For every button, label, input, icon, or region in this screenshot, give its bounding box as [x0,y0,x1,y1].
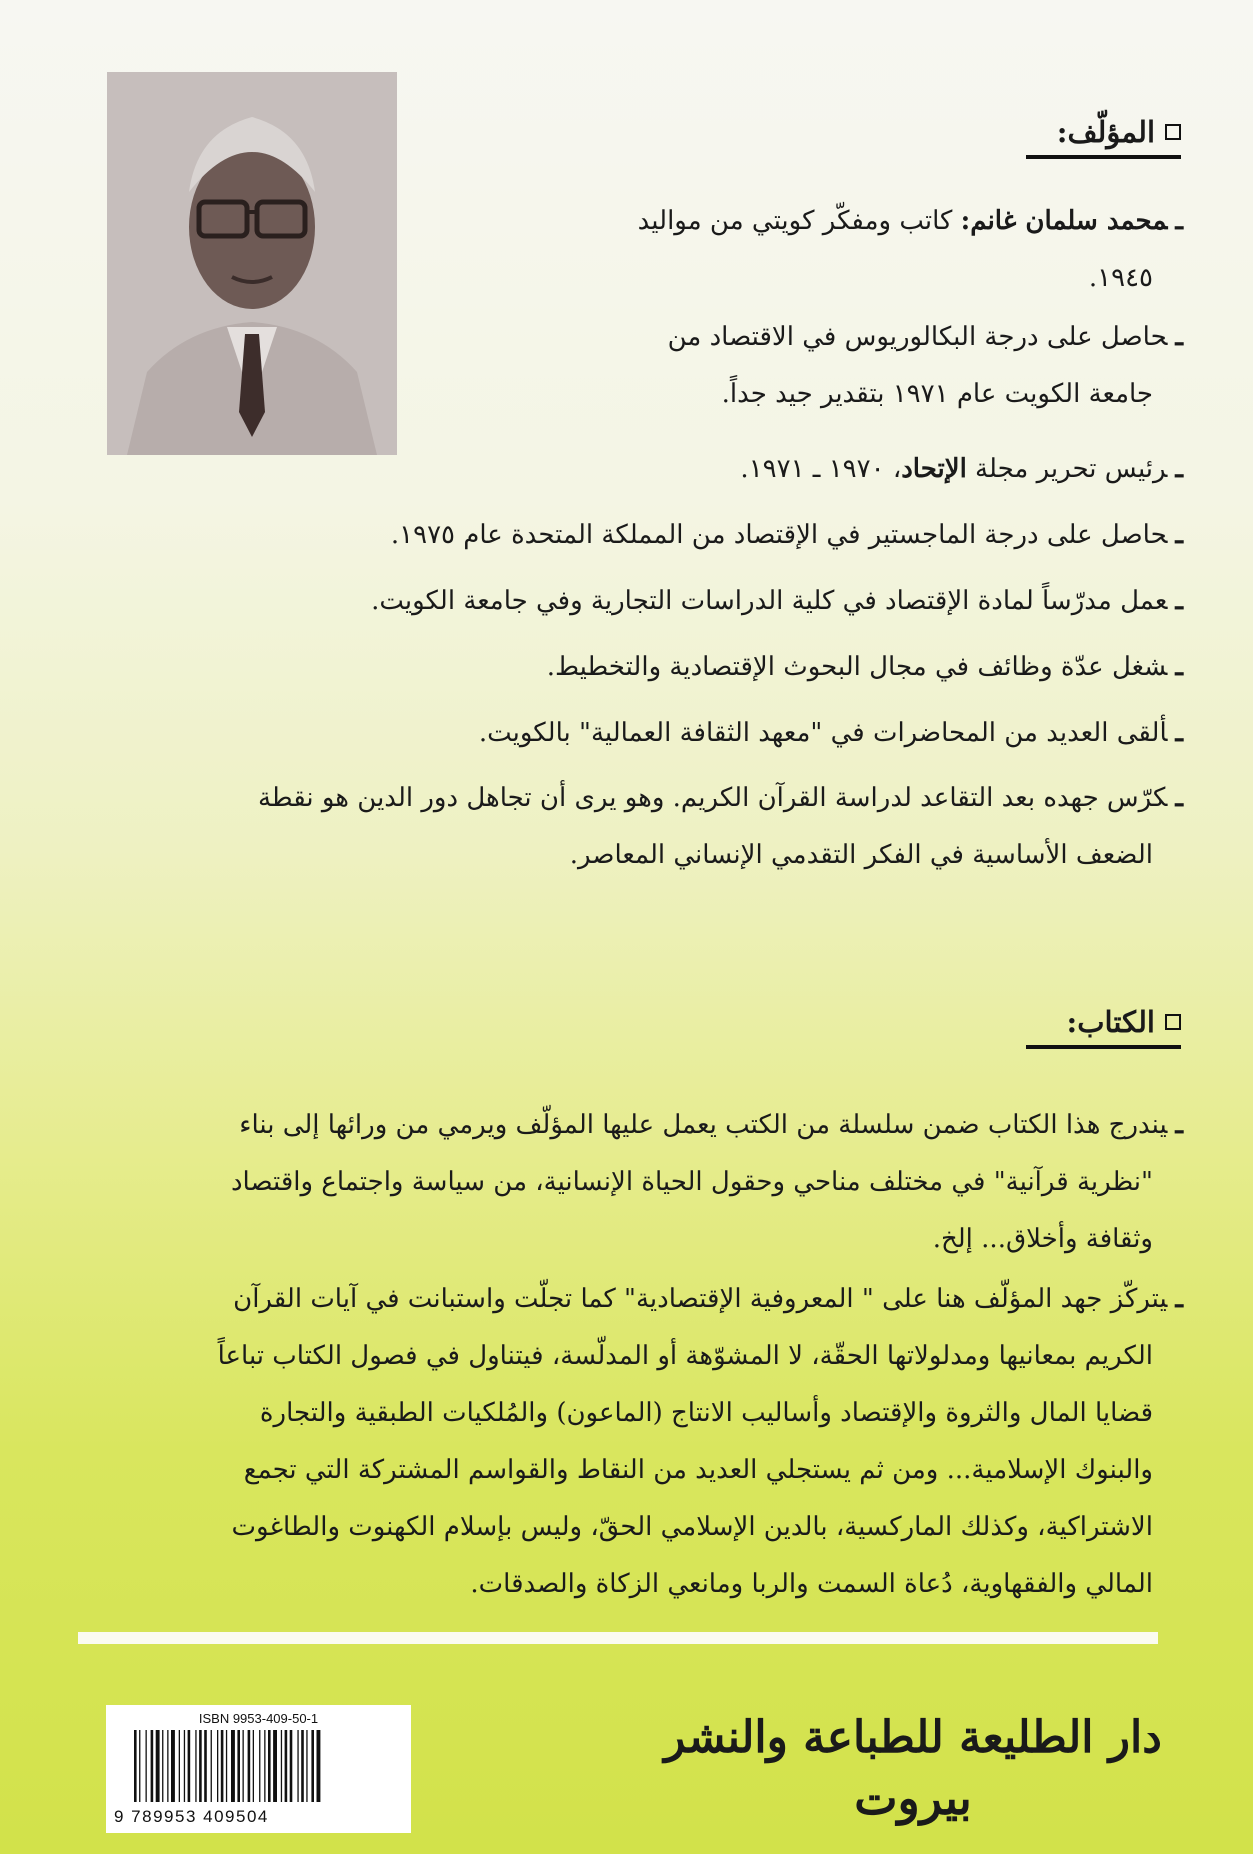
author-bio-name: ـمحمد سلمان غانم: كاتب ومفكّر كويتي من مواليد ١٩٤٥. [637,206,1183,293]
divider-rule [78,1632,1158,1644]
author-bio-research: ـشغل عدّة وظائف في مجال البحوث الإقتصادية والتخطيط. [546,652,1183,682]
author-bio-editor: ـرئيس تحرير مجلة الإتحاد، ١٩٧٠ ـ ١٩٧١. [740,454,1183,484]
publisher-city: بيروت [854,1771,972,1825]
magazine-name: الإتحاد [901,454,967,484]
barcode-icon [134,1730,394,1802]
author-bio-lectures: ـألقى العديد من المحاضرات في "معهد الثقافة العمالية" بالكويت. [478,718,1183,748]
isbn-label: ISBN 9953-409-50-1 [198,1711,319,1726]
book-description-1: ـيندرج هذا الكتاب ضمن سلسلة من الكتب يعمل عليها المؤلّف ويرمي من ورائها إلى بناء "نظرية قرآنية" في مختلف مناحي وحقول الحياة الإنسانية، من سياسة واجتماع واقتصاد وثقافة وأخلاق... إلخ. [230,1110,1183,1254]
book-heading-label: الكتاب: [1066,1005,1155,1039]
publisher-block [663,1708,1163,1828]
book-heading [1026,1005,1181,1049]
checkbox-square-icon [1165,124,1181,140]
author-bio-teaching: ـعمل مدرّساً لمادة الإقتصاد في كلية الدراسات التجارية وفي جامعة الكويت. [371,586,1183,616]
author-portrait-image [107,72,397,455]
author-bio-bachelor: ـحاصل على درجة البكالوريوس في الاقتصاد من جامعة الكويت عام ١٩٧١ بتقدير جيد جداً. [667,322,1183,409]
checkbox-square-icon [1165,1014,1181,1030]
author-heading [1026,115,1181,159]
publisher-name: دار الطليعة للطباعة والنشر [664,1712,1162,1763]
author-heading-label: المؤلّف: [1056,115,1155,149]
isbn-barcode-box [106,1705,411,1833]
author-bio-master: ـحاصل على درجة الماجستير في الإقتصاد من المملكة المتحدة عام ١٩٧٥. [390,520,1183,550]
author-bio-retirement: ـكرّس جهده بعد التقاعد لدراسة القرآن الكريم. وهو يرى أن تجاهل دور الدين هو نقطة الضعف الأساسية في الفكر التقدمي الإنساني المعاصر. [257,783,1183,870]
author-photo [107,72,397,455]
author-name: محمد سلمان غانم: [960,206,1168,236]
book-description-2: ـيتركّز جهد المؤلّف هنا على " المعروفية الإقتصادية" كما تجلّت واستبانت في آيات القرآن الكريم بمعانيها ومدلولاتها الحقّة، لا المشوّهة أو المدلّسة، فيتناول في فصول الكتاب تباعاً قضايا المال والثروة والإقتصاد وأساليب الانتاج (الماعون) والمُلكيات الطبقية والتجارة والبنوك الإسلامية... ومن ثم يستجلي العديد من النقاط والقواسم المشتركة التي تجمع الاشتراكية، وكذلك الماركسية، بالدين الإسلامي الحقّ، وليس بإسلام الكهنوت والطاغوت المالي والفقهاوية، دُعاة السمت والربا ومانعي الزكاة والصدقات. [217,1284,1183,1599]
barcode-digits: 9 789953 409504 [114,1807,269,1826]
